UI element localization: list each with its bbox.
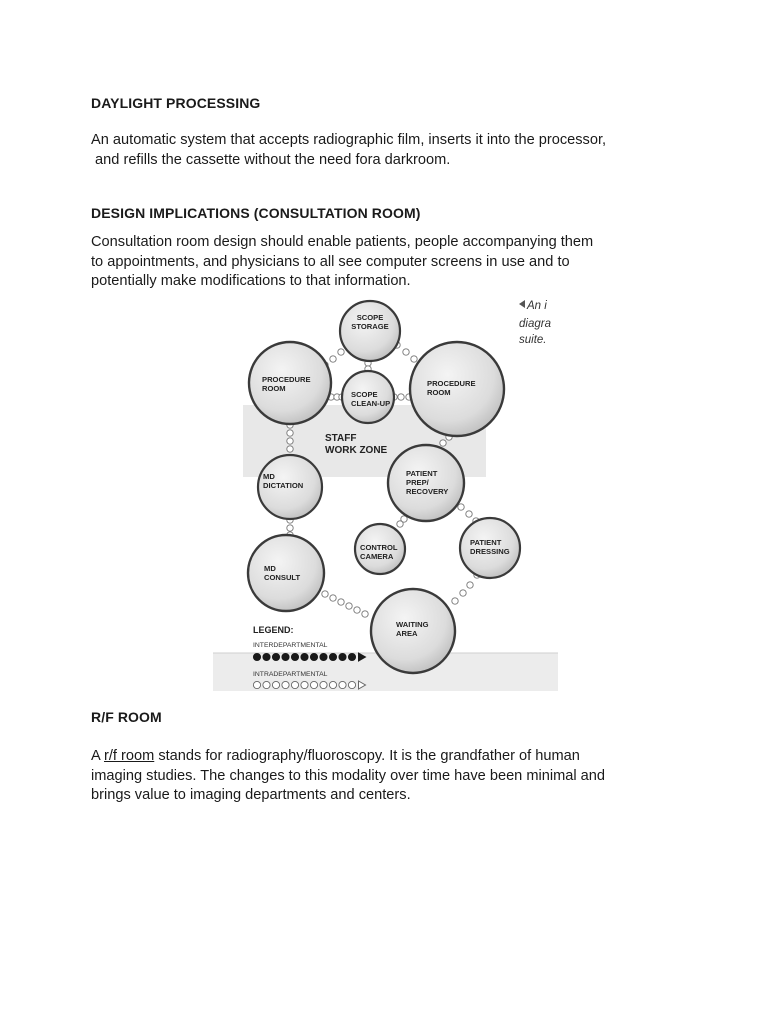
- legend-dot: [272, 681, 279, 688]
- svg-text:An i: An i: [527, 300, 547, 312]
- paragraph-line: imaging studies. The changes to this modality over time have been minimal and: [91, 767, 606, 784]
- connector-dot: [287, 525, 293, 531]
- room-procedure-left: [249, 342, 331, 424]
- legend-dot: [348, 653, 355, 660]
- legend-dot: [301, 653, 308, 660]
- room-waiting-area: [371, 589, 455, 673]
- paragraph-line: and refills the cassette without the need fora darkroom.: [91, 151, 451, 168]
- legend-dot: [339, 681, 346, 688]
- legend-dot: [348, 681, 355, 688]
- legend-dot: [253, 681, 260, 688]
- legend-dot: [329, 681, 336, 688]
- connector-dot: [338, 599, 344, 605]
- svg-text:diagra: diagra: [519, 318, 551, 330]
- caret-left-icon: [519, 300, 525, 308]
- legend-dot: [263, 653, 270, 660]
- legend-dot: [339, 653, 346, 660]
- svg-text:WAITINGAREA: WAITING AREA: [396, 620, 429, 638]
- room-control-camera: [355, 524, 405, 574]
- text-fragment: A: [91, 748, 104, 764]
- room-patient-prep: [388, 445, 464, 521]
- svg-text:MDCONSULT: MD CONSULT: [264, 564, 301, 582]
- room-patient-dressing: [460, 518, 520, 578]
- connector-dot: [466, 511, 472, 517]
- legend-dot: [329, 653, 336, 660]
- legend-dot: [310, 681, 317, 688]
- heading-rf-room: R/F ROOM: [91, 709, 162, 725]
- room-scope-cleanup: [342, 371, 394, 423]
- legend-dot: [291, 653, 298, 660]
- connector-dot: [346, 603, 352, 609]
- connector-dot: [398, 394, 404, 400]
- svg-text:SCOPESTORAGE: SCOPE STORAGE: [351, 313, 389, 331]
- legend-dot: [310, 653, 317, 660]
- connector-dot: [287, 430, 293, 436]
- paragraph-daylight-processing: [91, 131, 691, 170]
- paragraph-rf-room: [91, 747, 691, 806]
- heading-daylight-processing: DAYLIGHT PROCESSING: [91, 95, 261, 111]
- connector-dot: [458, 504, 464, 510]
- room-md-dictation: [258, 455, 322, 519]
- side-note: [519, 300, 551, 346]
- legend-dot: [253, 653, 260, 660]
- connector-dot: [440, 440, 446, 446]
- legend-dot: [320, 681, 327, 688]
- connector-dot: [330, 595, 336, 601]
- connector-dot: [403, 349, 409, 355]
- room-scope-storage: [340, 301, 400, 361]
- legend-dot: [282, 653, 289, 660]
- legend-inter-label: INTERDEPARTMENTAL: [253, 642, 328, 649]
- svg-text:CONTROLCAMERA: CONTROL CAMERA: [360, 543, 398, 561]
- legend-dot: [320, 653, 327, 660]
- rf-room-link[interactable]: r/f room: [103, 748, 155, 764]
- room-procedure-right: [410, 342, 504, 436]
- endoscopy-suite-diagram: [213, 297, 558, 691]
- connector-dot: [467, 582, 473, 588]
- connector-dot: [354, 607, 360, 613]
- legend-dot: [301, 681, 308, 688]
- connector-dot: [397, 521, 403, 527]
- connector-dot: [452, 598, 458, 604]
- svg-text:suite.: suite.: [519, 334, 547, 346]
- text-fragment: stands for radiography/fluoroscopy. It is the grandfather of human: [154, 748, 580, 764]
- svg-text:PATIENTDRESSING: PATIENT DRESSING: [470, 538, 510, 556]
- svg-text:PROCEDUREROOM: PROCEDURE ROOM: [427, 379, 476, 397]
- svg-text:SCOPECLEAN-UP: SCOPE CLEAN-UP: [351, 390, 391, 408]
- heading-design-implications: DESIGN IMPLICATIONS (CONSULTATION ROOM): [91, 205, 421, 221]
- connector-dot: [330, 356, 336, 362]
- paragraph-design-implications: [91, 233, 691, 292]
- paragraph-line: An automatic system that accepts radiographic film, inserts it into the processor,: [91, 132, 607, 148]
- legend-dot: [272, 653, 279, 660]
- connector-dot: [322, 591, 328, 597]
- svg-text:MDDICTATION: MD DICTATION: [263, 472, 304, 490]
- connector-dot: [338, 349, 344, 355]
- legend-title: LEGEND:: [253, 625, 294, 635]
- legend-dot: [263, 681, 270, 688]
- connector-dot: [460, 590, 466, 596]
- svg-text:PROCEDUREROOM: PROCEDURE ROOM: [262, 375, 311, 393]
- legend-dot: [291, 681, 298, 688]
- staff-work-zone-label: STAFF WORK ZONE: [325, 433, 388, 456]
- paragraph-line: potentially make modifications to that information.: [91, 273, 411, 289]
- legend-dot: [282, 681, 289, 688]
- room-md-consult: [248, 535, 324, 611]
- legend-intra-label: INTRADEPARTMENTAL: [253, 671, 328, 678]
- connector-dot: [362, 611, 368, 617]
- paragraph-line: to appointments, and physicians to all see computer screens in use and to: [91, 253, 570, 270]
- paragraph-line: [91, 747, 691, 767]
- paragraph-line: Consultation room design should enable patients, people accompanying them: [91, 234, 594, 250]
- svg-text:PATIENTPREP/RECOVERY: PATIENT PREP/ RECOVERY: [406, 469, 449, 496]
- connector-dot: [287, 438, 293, 444]
- connector-dot: [287, 446, 293, 452]
- connector-dot: [411, 356, 417, 362]
- paragraph-line: brings value to imaging departments and centers.: [91, 787, 411, 803]
